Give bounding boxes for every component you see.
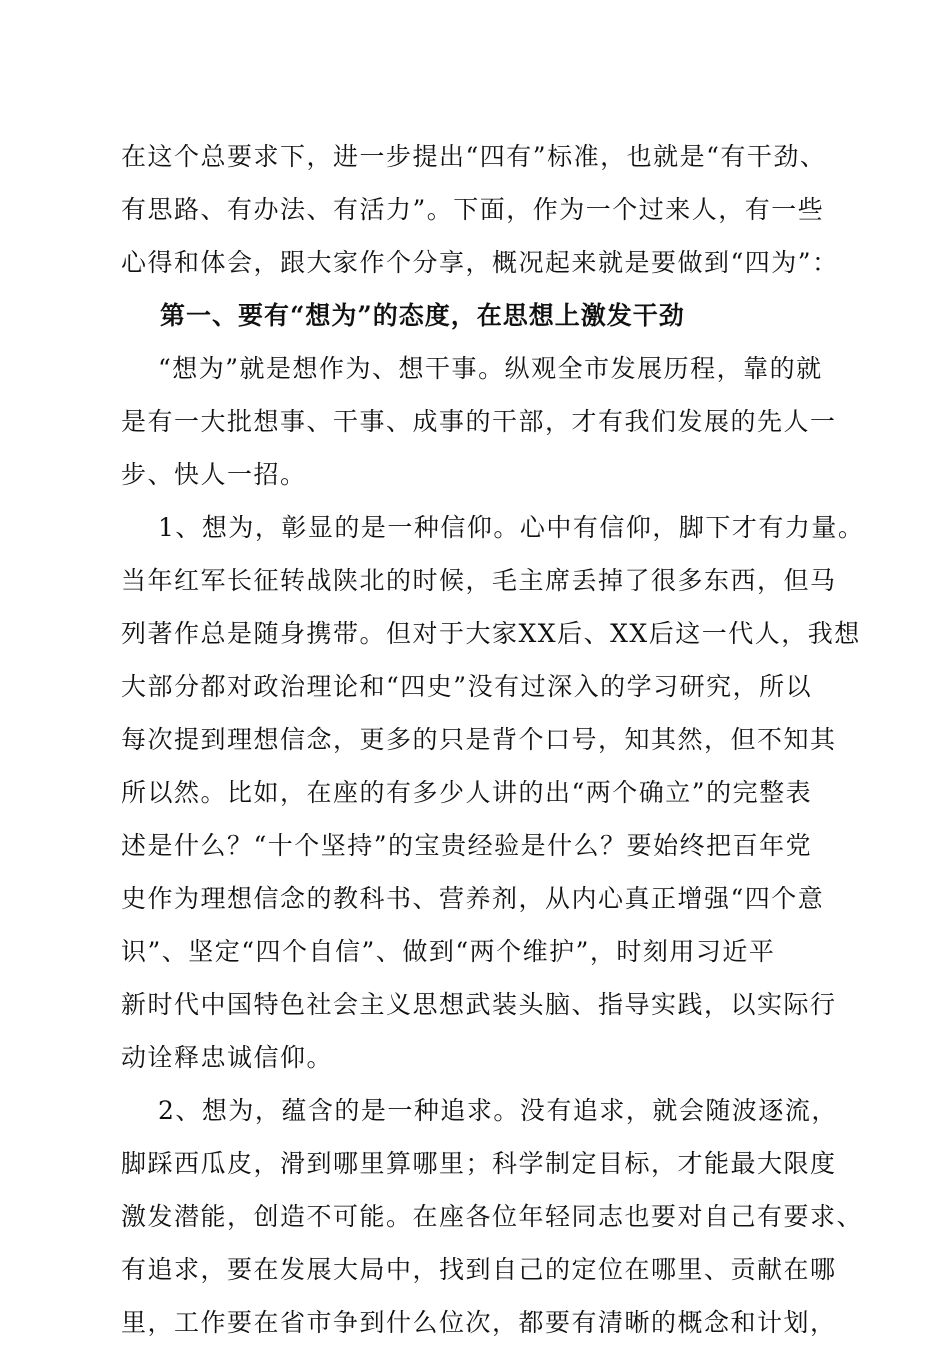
text-line: 所以然。比如，在座的有多少人讲的出“两个确立”的完整表 [121, 778, 813, 807]
text-line: 识”、坚定“四个自信”、做到“两个维护”，时刻用习近平 [121, 937, 776, 966]
paragraph-first-line: 2、想为，蕴含的是一种追求。没有追求，就会随波逐流， [158, 1096, 838, 1125]
text-line: 是有一大批想事、干事、成事的干部，才有我们发展的先人一 [121, 407, 837, 436]
text-line: 脚踩西瓜皮，滑到哪里算哪里；科学制定目标，才能最大限度 [121, 1149, 837, 1178]
text-line: 在这个总要求下，进一步提出“四有”标准，也就是“有干劲、 [121, 142, 827, 171]
text-line: 新时代中国特色社会主义思想武装头脑、指导实践，以实际行 [121, 990, 837, 1019]
text-line: 动诠释忠诚信仰。 [121, 1043, 334, 1072]
text-line: 心得和体会，跟大家作个分享，概况起来就是要做到“四为”： [121, 248, 839, 277]
text-line: 列著作总是随身携带。但对于大家XX后、XX后这一代人，我想 [121, 619, 861, 648]
paragraph-first-line: 1、想为，彰显的是一种信仰。心中有信仰，脚下才有力量。 [158, 513, 865, 542]
text-line: 大部分都对政治理论和“四史”没有过深入的学习研究，所以 [121, 672, 813, 701]
text-line: 有思路、有办法、有活力”。下面，作为一个过来人，有一些 [121, 195, 825, 224]
text-line: 步、快人一招。 [121, 460, 307, 489]
text-line: 里，工作要在省市争到什么位次，都要有清晰的概念和计划， [121, 1308, 837, 1337]
text-line: 史作为理想信念的教科书、营养剂，从内心真正增强“四个意 [121, 884, 825, 913]
paragraph-first-line: “想为”就是想作为、想干事。纵观全市发展历程，靠的就 [158, 354, 823, 383]
text-line: 激发潜能，创造不可能。在座各位年轻同志也要对自己有要求、 [121, 1202, 864, 1231]
text-line: 述是什么？“十个坚持”的宝贵经验是什么？要始终把百年党 [121, 831, 813, 860]
text-line: 当年红军长征转战陕北的时候，毛主席丢掉了很多东西，但马 [121, 566, 837, 595]
section-heading: 第一、要有“想为”的态度，在思想上激发干劲 [160, 301, 685, 330]
text-line: 每次提到理想信念，更多的只是背个口号，知其然，但不知其 [121, 725, 837, 754]
text-line: 有追求，要在发展大局中，找到自己的定位在哪里、贡献在哪 [121, 1255, 837, 1284]
